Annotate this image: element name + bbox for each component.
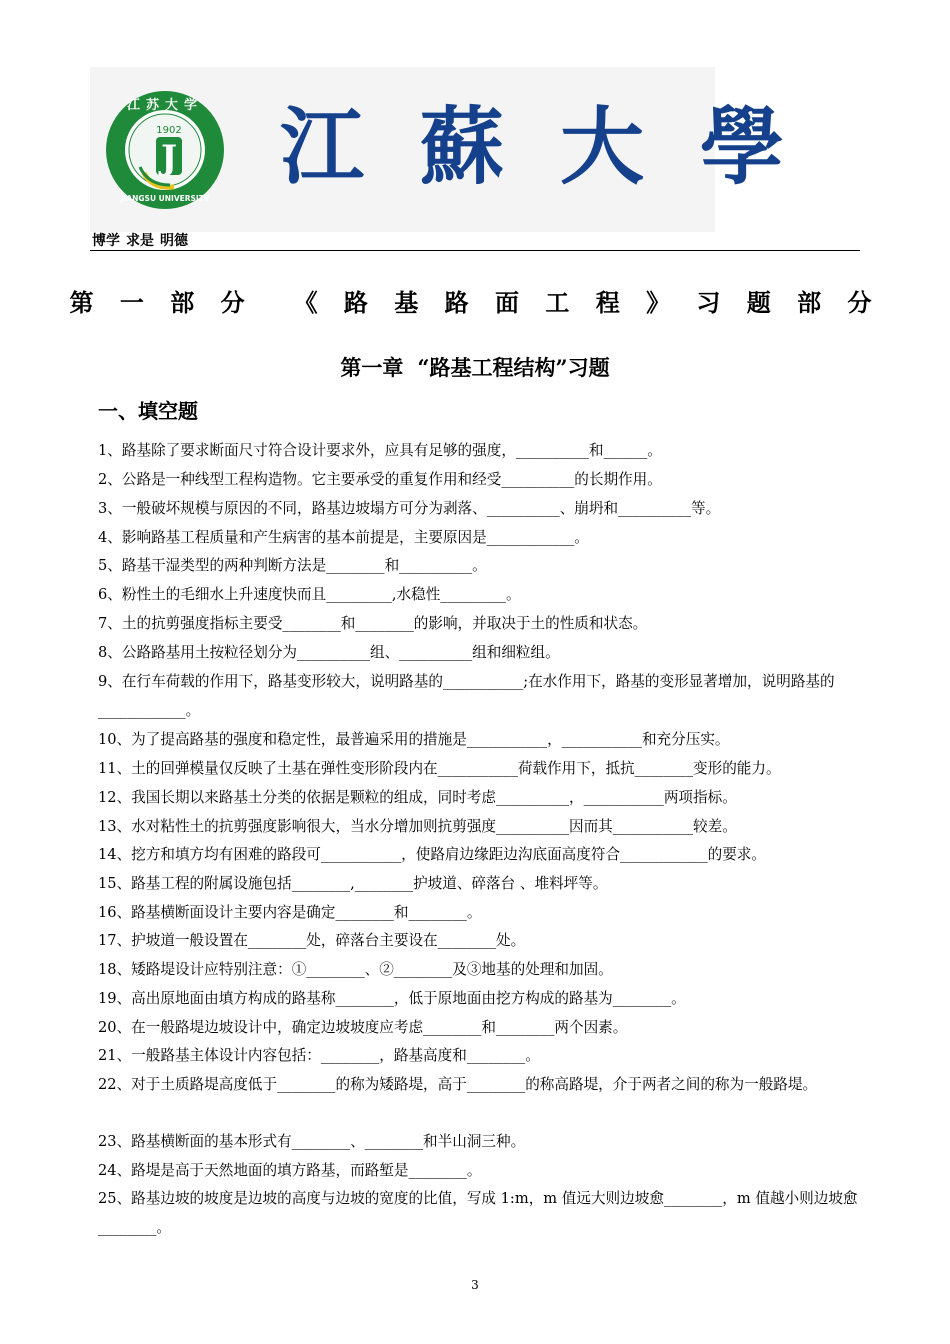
question-item: 7、土的抗剪强度指标主要受________和________的影响，并取决于土的性质和状态。 [98, 615, 648, 632]
part-subject: 《 路 基 路 面 工 程 》 习 题 部 分 [293, 288, 881, 317]
university-motto [92, 232, 194, 250]
question-item: 3、一般破坏规模与原因的不同，路基边坡塌方可分为剥落、__________、崩坍和__________等。 [98, 500, 721, 517]
question-item: 23、路基横断面的基本形式有________、________和半山洞三种。 [98, 1133, 526, 1150]
question-item: 20、在一般路堤边坡设计中，确定边坡坡度应考虑________和________两个因素。 [98, 1019, 628, 1036]
part-label: 第 一 部 分 [69, 288, 254, 317]
question-item: 11、土的回弹模量仅反映了土基在弹性变形阶段内在___________荷载作用下，抵抗________变形的能力。 [98, 760, 781, 777]
motto-word: 博学 [92, 233, 120, 249]
question-item: 12、我国长期以来路基土分类的依据是颗粒的组成，同时考虑__________，___________两项指标。 [98, 789, 737, 806]
chapter-label: 第一章 [340, 355, 404, 380]
question-item: 24、路堤是高于天然地面的填方路基，而路堑是________。 [98, 1162, 482, 1179]
question-item: 17、护坡道一般设置在________处，碎落台主要设在________处。 [98, 932, 526, 949]
header-divider [90, 250, 860, 251]
svg-text:J: J [160, 138, 178, 178]
question-item: 14、挖方和填方均有困难的路段可___________，使路肩边缘距边沟底面高度符合____________的要求。 [98, 846, 766, 863]
question-item: 10、为了提高路基的强度和稳定性，最普遍采用的措施是___________，___________和充分压实。 [98, 731, 730, 748]
chapter-subject: “路基工程结构”习题 [417, 355, 610, 380]
question-item: 21、一般路基主体设计内容包括：________，路基高度和________。 [98, 1047, 540, 1064]
motto-word: 明德 [160, 233, 188, 249]
question-item: 5、路基干湿类型的两种判断方法是________和__________。 [98, 557, 487, 574]
question-item: 19、高出原地面由填方构成的路基称________，低于原地面由挖方构成的路基为________。 [98, 990, 686, 1007]
part-title [0, 286, 950, 320]
question-item: 9、在行车荷载的作用下，路基变形较大，说明路基的___________;在水作用下，路基的变形显著增加，说明路基的____________。 [98, 673, 835, 719]
question-item: 4、影响路基工程质量和产生病害的基本前提是，主要原因是____________。 [98, 529, 589, 546]
chapter-title [0, 352, 950, 384]
question-item: 16、路基横断面设计主要内容是确定________和________。 [98, 904, 482, 921]
question-item: 15、路基工程的附属设施包括________,________护坡道、碎落台 、堆料坪等。 [98, 875, 608, 892]
page-number: 3 [471, 1278, 479, 1292]
question-item: 22、对于土质路堤高度低于________的称为矮路堤，高于________的称高路堤，介于两者之间的称为一般路堤。 [98, 1076, 818, 1093]
question-item: 13、水对粘性土的抗剪强度影响很大，当水分增加则抗剪强度__________因而其___________较差。 [98, 818, 737, 835]
svg-text:JIANGSU UNIVERSITY: JIANGSU UNIVERSITY [120, 194, 210, 203]
question-item: 2、公路是一种线型工程构造物。它主要承受的重复作用和经受__________的长期作用。 [98, 471, 662, 488]
svg-text:江苏大学: 江苏大学 [126, 98, 204, 113]
question-item: 25、路基边坡的坡度是边坡的高度与边坡的宽度的比值，写成 1:m，m 值远大则边坡愈________，m 值越小则边坡愈________。 [98, 1190, 858, 1236]
university-seal-logo [104, 89, 226, 211]
question-item: 6、粉性土的毛细水上升速度快而且_________,水稳性_________。 [98, 586, 521, 603]
motto-word: 求是 [126, 233, 154, 249]
university-wordmark: 江蘇大學 [280, 97, 841, 196]
section-title: 一、填空题 [98, 399, 198, 423]
question-item: 1、路基除了要求断面尺寸符合设计要求外，应具有足够的强度，__________和______。 [98, 442, 662, 459]
question-item: 18、矮路堤设计应特别注意：①________、②________及③地基的处理和加固。 [98, 961, 613, 978]
university-banner [90, 67, 841, 232]
question-item: 8、公路路基用土按粒径划分为__________组、__________组和细粒组。 [98, 644, 560, 661]
svg-text:1902: 1902 [156, 125, 182, 136]
